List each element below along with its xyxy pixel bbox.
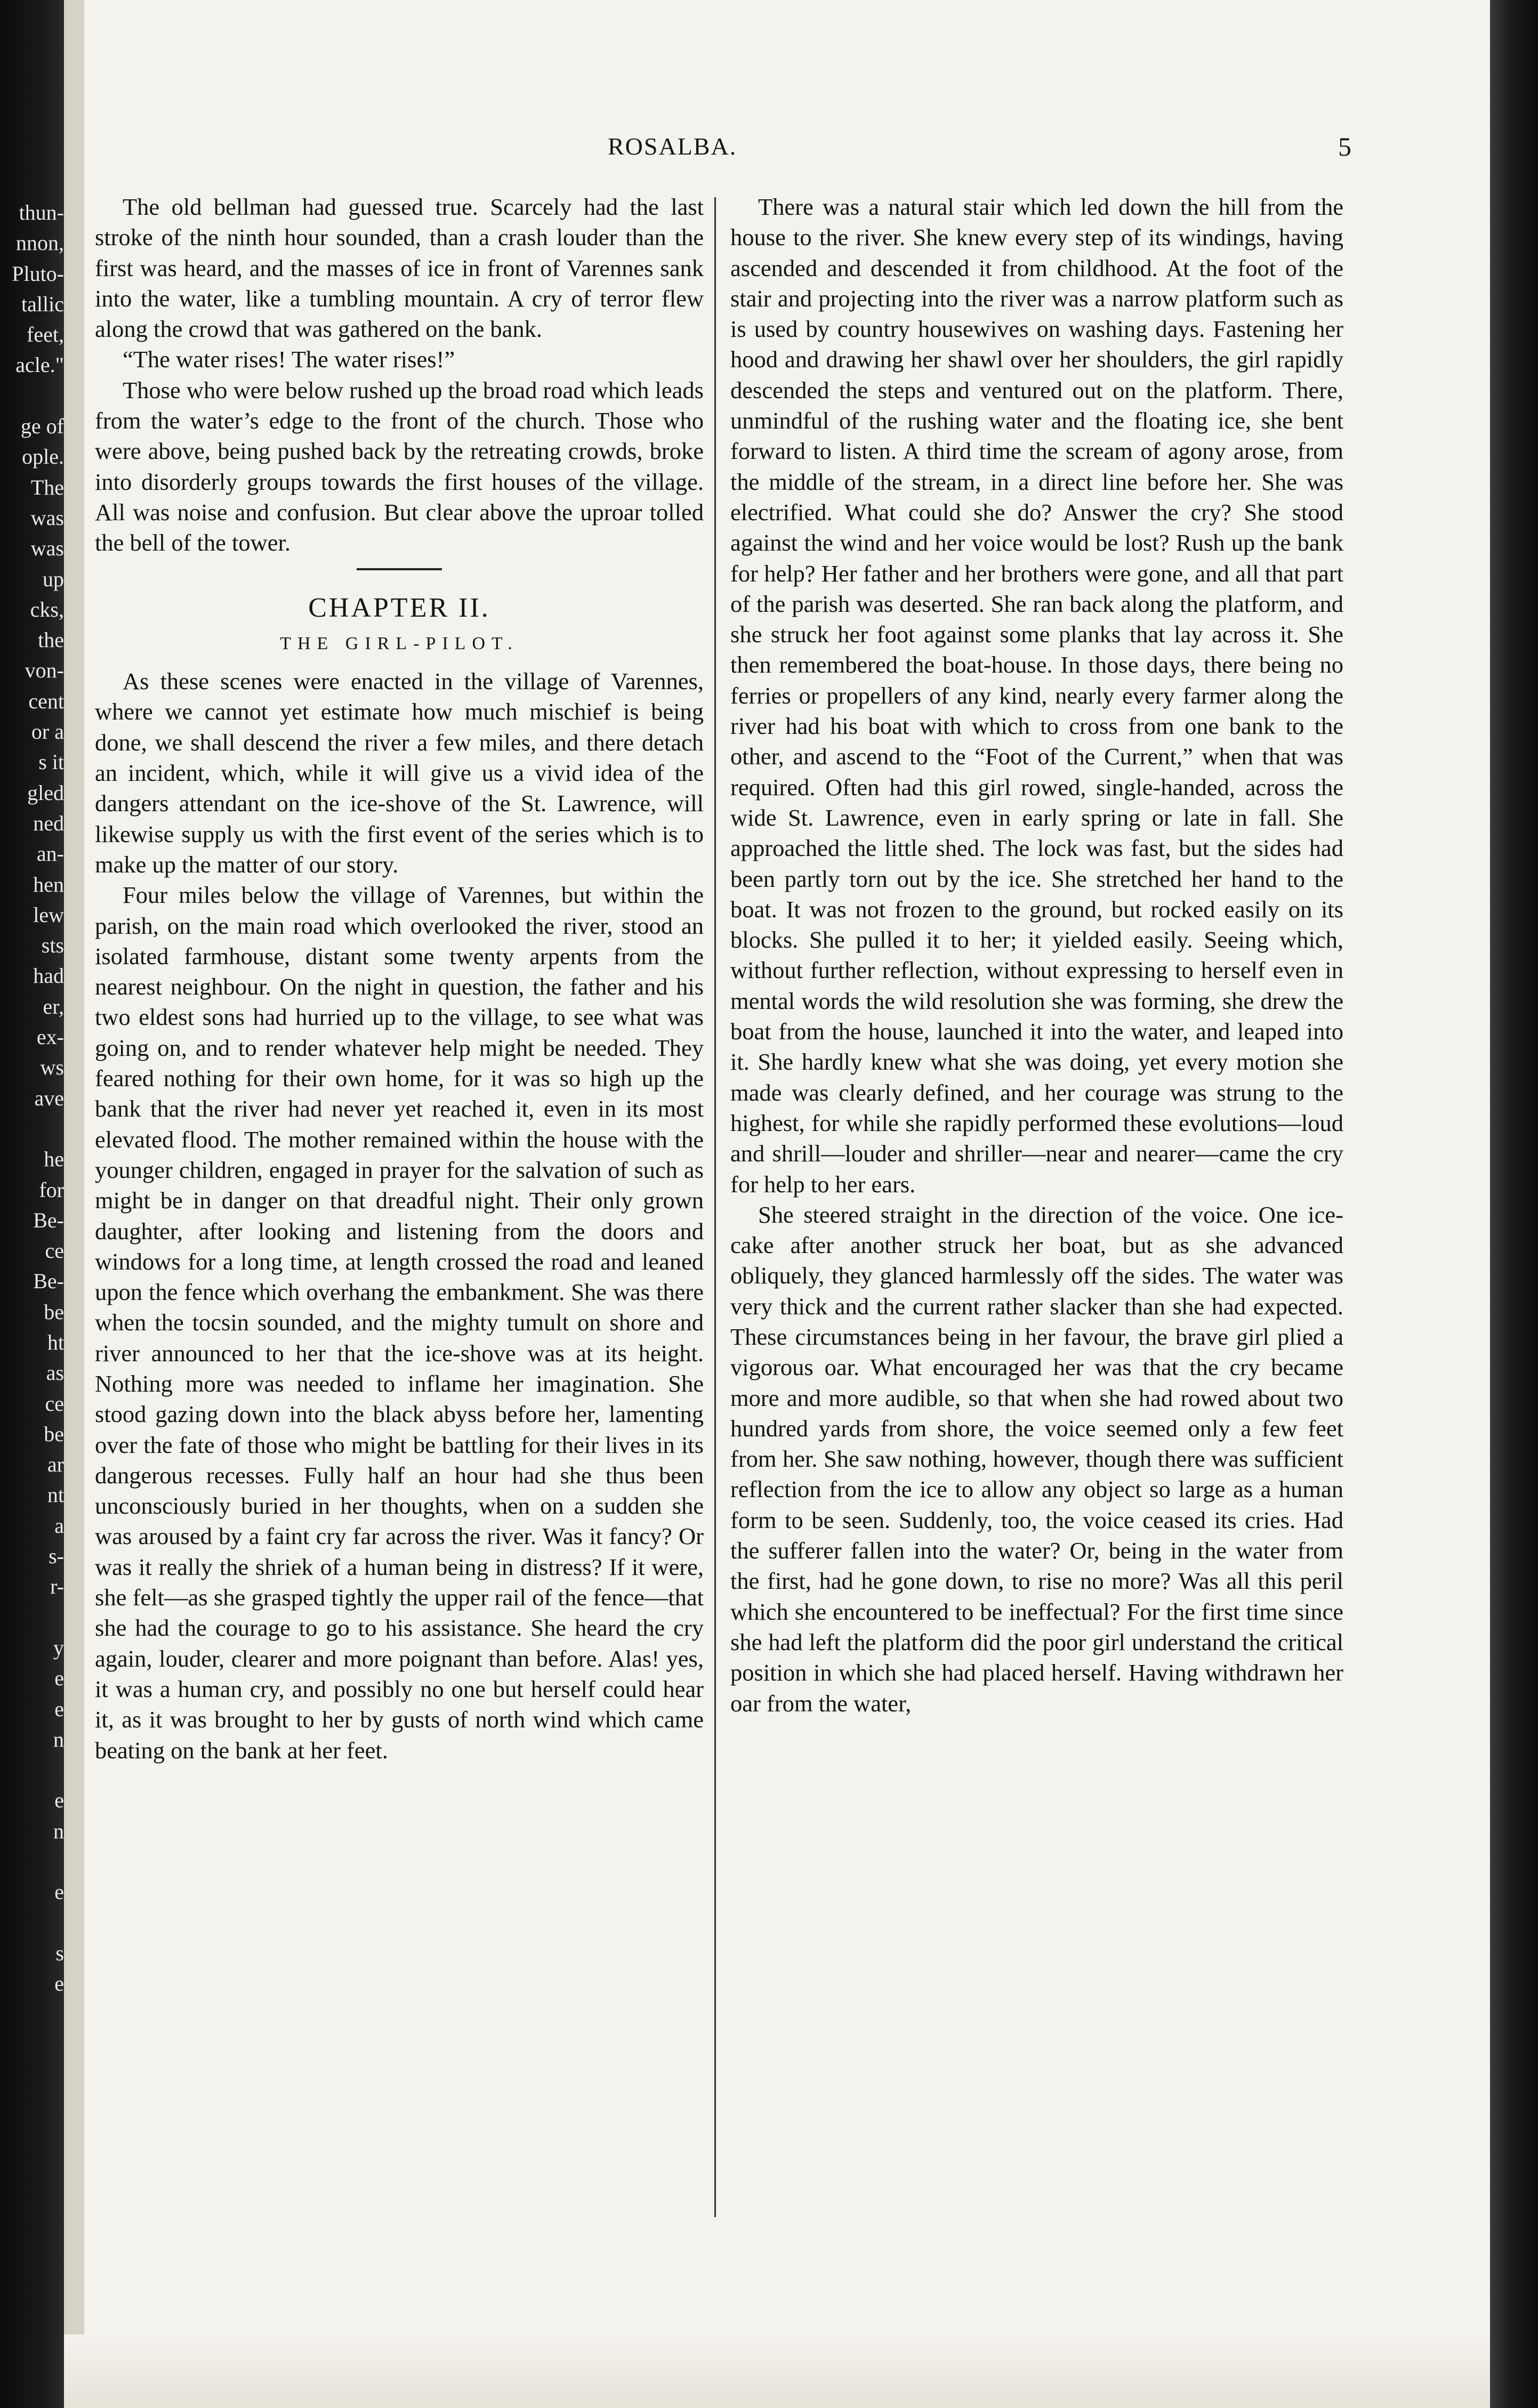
fragment-line: Pluto- bbox=[12, 261, 64, 286]
fragment-line: ce bbox=[45, 1239, 64, 1263]
fragment-line: n bbox=[53, 1819, 64, 1843]
fragment-line: y bbox=[53, 1635, 64, 1660]
paragraph: Those who were below rushed up the broad road which leads from the water’s edge to the front of the church. Those who were above, being pushed back by the retreating crowds, broke into disorderly groups towards the first houses of the village. All was noise and confusion. But clear above the uproar tolled the bell of the tower. bbox=[95, 376, 704, 556]
page-gutter bbox=[64, 0, 84, 2408]
paragraph: The old bellman had guessed true. Scarcely had the last stroke of the ninth hour sounded, than a crash louder than the first was heard, and the masses of ice in front of Varennes sank into the water, like a tumbling mountain. A cry of terror flew along the crowd that was gathered on the bank. bbox=[95, 193, 704, 343]
fragment-line: The bbox=[30, 475, 64, 499]
fragment-line: was bbox=[30, 536, 64, 561]
fragment-line: lew bbox=[33, 902, 64, 927]
fragment-line: ar bbox=[47, 1452, 64, 1477]
fragment-line: acle." bbox=[15, 353, 64, 377]
fragment-line: e bbox=[54, 1971, 64, 1996]
column-rule bbox=[714, 197, 716, 2217]
fragment-line: e bbox=[54, 1880, 64, 1904]
chapter-divider bbox=[357, 568, 442, 570]
chapter-subtitle: THE GIRL-PILOT. bbox=[280, 633, 519, 653]
paragraph: There was a natural stair which led down the hill from the house to the river. She knew every step of its windings, having ascended and descended it from childhood. At the foot of the stair and projecting into the river was a narrow platform such as is used by country housewives on washing days. Fastening her hood and drawing her shawl over her shoulders, the girl rapidly descended the steps and ventured out on the platform. There, unmindful of the rushing water and the floating ice, she bent forward to listen. A third time the scream of agony arose, from the middle of the stream, in a direct line before her. She was electrified. What could she do? Answer the cry? She stood against the wind and her voice would be lost? Rush up the bank for help? Her father and her brothers were gone, and all that part of the parish was deserted. She ran back along the platform, and she struck her foot against some planks that lay across it. She then remembered the boat-house. In those days, there being no ferries or propellers of any kind, nearly every farmer along the river had his boat with which to cross from one bank to the other, and ascend to the “Foot of the Current,” when that was required. Often had this girl rowed, single-handed, across the wide St. Lawrence, even in early spring or late in fall. She approached the little shed. The lock was fast, but the sides had been partly torn out by the ice. She stretched her hand to the boat. It was not frozen to the ground, but rocked easily on its blocks. She pulled it to her; it yielded easily. Seeing which, without further reflection, without expressing to herself even in mental words the wild resolution she was forming, she drew the boat from the house, launched it into the water, and leaped into it. She hardly knew what she was doing, yet every motion she made was clearly defined, and her courage was strung to the highest, for while she rapidly performed these evolutions—loud and shrill—louder and shriller—near and nearer—came the cry for help to her ears. bbox=[730, 193, 1343, 1198]
page-bottom-margin bbox=[64, 2334, 1490, 2408]
fragment-line: be bbox=[44, 1299, 64, 1324]
chapter-title: CHAPTER II. bbox=[308, 592, 490, 623]
fragment-line: e bbox=[54, 1666, 64, 1691]
fragment-line: von- bbox=[25, 658, 64, 683]
fragment-line: feet, bbox=[27, 322, 64, 347]
fragment-line bbox=[4, 1113, 64, 1144]
paragraph: Four miles below the village of Varennes, but within the parish, on the main road which overlooked the river, stood an isolated farmhouse, distant some twenty arpents from the nearest neighbour. On the night in question, the father and his two eldest sons had hurried up to the village, to see what was going on, and to render whatever help might be needed. They feared nothing for their own home, for it was so high up the bank that the river had never yet reached it, even in its most elevated flood. The mother remained within the house with the younger children, engaged in prayer for the salvation of such as might be in danger on that dreadful night. Their only grown daughter, after looking and listening from the doors and windows for a long time, at length crossed the road and leaned upon the fence which overhang the embankment. She was there when the tocsin sounded, and the mighty tumult on shore and river announced to her that the ice-shove was at its height. Nothing more was needed to inflame her imagination. She stood gazing down into the black abyss before her, lamenting over the fate of those who might be battling for their lives in its dangerous recesses. Fully half an hour had she thus been unconsciously buried in her thoughts, when on a sudden she was aroused by a faint cry far across the river. Was it fancy? Or was it really the shriek of a human being in distress? If it were, she felt—as she grasped tightly the upper rail of the fence—that she had the courage to go to his assistance. She heard the cry again, louder, clearer and more poignant than before. Alas! yes, it was a human cry, and possibly no one but herself could hear it, as it was brought to her by gusts of north wind which came beating on the bank at her feet. bbox=[95, 882, 704, 1764]
fragment-line: thun- bbox=[19, 200, 64, 224]
fragment-line: e bbox=[54, 1696, 64, 1721]
page-number: 5 bbox=[1338, 132, 1351, 161]
quoted-cry: “The water rises! The water rises!” bbox=[123, 346, 455, 373]
fragment-line: s- bbox=[49, 1544, 64, 1569]
fragment-line: ned bbox=[33, 811, 64, 835]
fragment-line bbox=[4, 1755, 64, 1785]
fragment-line: ws bbox=[40, 1055, 64, 1080]
fragment-line: be bbox=[44, 1421, 64, 1446]
previous-page-fragment bbox=[4, 197, 64, 1999]
fragment-line: he bbox=[44, 1147, 64, 1171]
fragment-line: hen bbox=[33, 872, 64, 896]
fragment-line: for bbox=[39, 1177, 64, 1202]
fragment-line: Be- bbox=[33, 1208, 64, 1232]
text-column-left bbox=[95, 192, 704, 1766]
fragment-line: s it bbox=[38, 750, 64, 774]
fragment-line bbox=[4, 1908, 64, 1938]
fragment-line: or a bbox=[31, 720, 64, 744]
fragment-line: ht bbox=[47, 1330, 64, 1354]
fragment-line: sts bbox=[41, 933, 64, 958]
running-title: ROSALBA. bbox=[608, 133, 737, 160]
fragment-line: s bbox=[55, 1941, 64, 1965]
fragment-line: was bbox=[30, 505, 64, 530]
fragment-line: Be- bbox=[33, 1269, 64, 1294]
fragment-line: up bbox=[43, 567, 64, 591]
fragment-line: gled bbox=[27, 780, 64, 805]
fragment-line: as bbox=[46, 1361, 64, 1385]
fragment-line: ople. bbox=[22, 445, 64, 469]
fragment-line: cks, bbox=[30, 597, 64, 621]
paragraph: As these scenes were enacted in the village of Varennes, where we cannot yet estimate how much mischief is being done, we shall descend the river a few miles, and there detach an incident, which, while it will give us a vivid idea of the dangers attendant on the ice-shove of the St. Lawrence, will likewise supply us with the first event of the series which is to make up the matter of our story. bbox=[95, 668, 704, 878]
scan-edge-right bbox=[1490, 0, 1538, 2408]
fragment-line: ge of bbox=[20, 414, 64, 439]
text-column-right bbox=[730, 192, 1343, 1719]
fragment-line: n bbox=[53, 1727, 64, 1751]
fragment-line: ex- bbox=[36, 1025, 64, 1049]
fragment-line bbox=[4, 381, 64, 411]
fragment-line: a bbox=[54, 1513, 64, 1538]
fragment-line: nt bbox=[47, 1483, 64, 1507]
fragment-line: ce bbox=[45, 1391, 64, 1416]
fragment-line: tallic bbox=[21, 292, 64, 316]
fragment-line: e bbox=[54, 1788, 64, 1813]
fragment-line: r- bbox=[50, 1574, 64, 1599]
fragment-line: nnon, bbox=[16, 231, 64, 255]
paragraph: She steered straight in the direction of the voice. One ice-cake after another struck her boat, but as she advanced obliquely, they glanced harmlessly off the sides. The water was very thick and the current rather slacker than she had expected. These circumstances being in her favour, the brave girl plied a vigorous oar. What encouraged her was that the cry became more and more audible, so that when she had rowed about two hundred yards from shore, the voice seemed only a few feet from her. She saw nothing, however, though there was sufficient reflection from the ice to allow any object so large as a human form to be seen. Suddenly, too, the voice ceased its cries. Had the sufferer fallen into the water? Or, being in the water from the first, had he gone down, to rise no more? Was all this peril which she encountered to be ineffectual? For the first time since she had left the platform did the poor girl understand the critical position in which she had placed herself. Having withdrawn her oar from the water, bbox=[730, 1201, 1343, 1717]
fragment-line: er, bbox=[43, 994, 64, 1019]
fragment-line: ave bbox=[34, 1086, 64, 1110]
fragment-line bbox=[4, 1846, 64, 1877]
fragment-line: cent bbox=[28, 689, 64, 713]
fragment-line: an- bbox=[36, 842, 64, 866]
fragment-line: had bbox=[33, 964, 64, 988]
fragment-line bbox=[4, 1602, 64, 1633]
fragment-line: the bbox=[38, 628, 64, 652]
